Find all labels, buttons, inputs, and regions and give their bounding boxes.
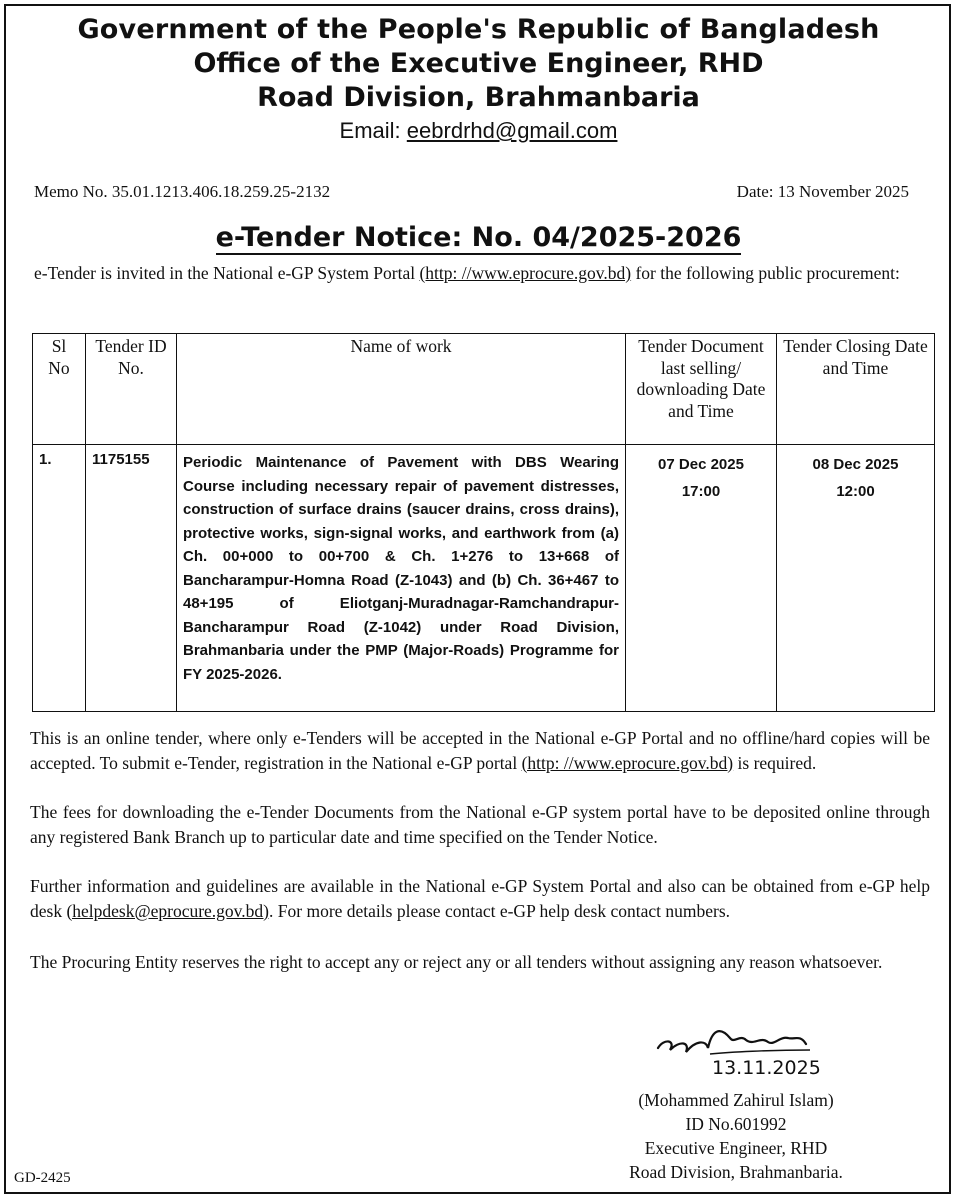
header-government: Government of the People's Republic of Bangladesh bbox=[77, 14, 880, 45]
last-selling-date: 07 Dec 2025 bbox=[658, 456, 744, 473]
header-email bbox=[0, 118, 957, 144]
email-label: Email: bbox=[339, 118, 401, 143]
p1-before: This is an online tender, where only e-Tenders will be accepted in the National e-GP Portal and no offline/hard copies will be accepted. To submit e-Tender, registration in the National e-GP portal bbox=[30, 728, 930, 773]
table-row bbox=[33, 445, 935, 712]
memo-number: Memo No. 35.01.1213.406.18.259.25-2132 bbox=[34, 182, 331, 201]
signatory-block bbox=[596, 1088, 876, 1184]
cell-tender-id: 1175155 bbox=[86, 445, 177, 712]
cell-last-selling bbox=[626, 445, 777, 712]
closing-time: 12:00 bbox=[836, 483, 875, 500]
cell-name-of-work: Periodic Maintenance of Pavement with DBS Wearing Course including necessary repair of pavement distresses, construction of surface drains (saucer drains, cross drains), protective works, sign-signal works, and earthwork from (a) Ch. 00+000 to 00+700 & Ch. 1+276 to 13+668 of Bancharampur-Homna Road (Z-1043) and (b) Ch. 36+467 to 48+195 of Eliotganj-Muradnagar-Ramchandrapur-Bancharampur Road (Z-1042) under Road Division, Brahmanbaria under the PMP (Major-Roads) Programme for FY 2025-2026. bbox=[177, 445, 626, 712]
helpdesk-email-link[interactable]: (helpdesk@eprocure.gov.bd) bbox=[66, 900, 270, 921]
header-office: Office of the Executive Engineer, RHD bbox=[193, 48, 764, 79]
signatory-designation: Executive Engineer, RHD bbox=[644, 1138, 828, 1158]
cell-sl: 1. bbox=[33, 445, 86, 712]
header-division: Road Division, Brahmanbaria bbox=[257, 82, 700, 113]
cell-closing bbox=[777, 445, 935, 712]
footer-code: GD-2425 bbox=[14, 1170, 71, 1186]
notice-title-text: e-Tender Notice: No. 04/2025-2026 bbox=[215, 222, 742, 253]
paragraph-fees: The fees for downloading the e-Tender Documents from the National e-GP system portal have to be deposited online through any registered Bank Branch up to particular date and time specified on the Tender Notice. bbox=[30, 802, 930, 847]
intro-text-before: e-Tender is invited in the National e-GP System Portal bbox=[34, 263, 420, 283]
tender-table bbox=[32, 333, 935, 712]
intro-paragraph bbox=[34, 261, 914, 285]
p1-after: is required. bbox=[733, 752, 817, 773]
signatory-name: (Mohammed Zahirul Islam) bbox=[638, 1090, 834, 1110]
eprocure-link[interactable]: (http: //www.eprocure.gov.bd) bbox=[419, 263, 632, 283]
intro-text-after: for the following public procurement: bbox=[631, 263, 900, 283]
header-tender-id: Tender ID No. bbox=[86, 334, 177, 445]
header-closing: Tender Closing Date and Time bbox=[777, 334, 935, 445]
signatory-office: Road Division, Brahmanbaria. bbox=[629, 1162, 843, 1182]
header-sl-no: Sl No bbox=[33, 334, 86, 445]
handwritten-signature bbox=[650, 1020, 860, 1080]
paragraph-helpdesk bbox=[30, 874, 930, 923]
p3-after: . For more details please contact e-GP help desk contact numbers. bbox=[269, 900, 731, 921]
last-selling-time: 17:00 bbox=[681, 483, 721, 500]
paragraph-online-tender bbox=[30, 726, 930, 775]
signatory-id: ID No.601992 bbox=[685, 1114, 787, 1134]
header-name-of-work: Name of work bbox=[177, 334, 626, 445]
header-last-selling: Tender Document last selling/ downloading Date and Time bbox=[626, 334, 777, 445]
p3-before: Further information and guidelines are available in the National e-GP System Portal and also can be obtained from e-GP help desk bbox=[30, 876, 930, 921]
closing-date: 08 Dec 2025 bbox=[812, 456, 899, 473]
table-header-row bbox=[33, 334, 935, 445]
email-link[interactable]: eebrdrhd@gmail.com bbox=[406, 118, 618, 143]
paragraph-reservation: The Procuring Entity reserves the right to accept any or reject any or all tenders without assigning any reason whatsoever. bbox=[30, 952, 883, 972]
signature-date: 13.11.2025 bbox=[712, 1057, 821, 1079]
notice-title bbox=[0, 222, 957, 253]
notice-date: Date: 13 November 2025 bbox=[736, 182, 909, 201]
eprocure-link-2[interactable]: (http: //www.eprocure.gov.bd) bbox=[521, 752, 734, 773]
